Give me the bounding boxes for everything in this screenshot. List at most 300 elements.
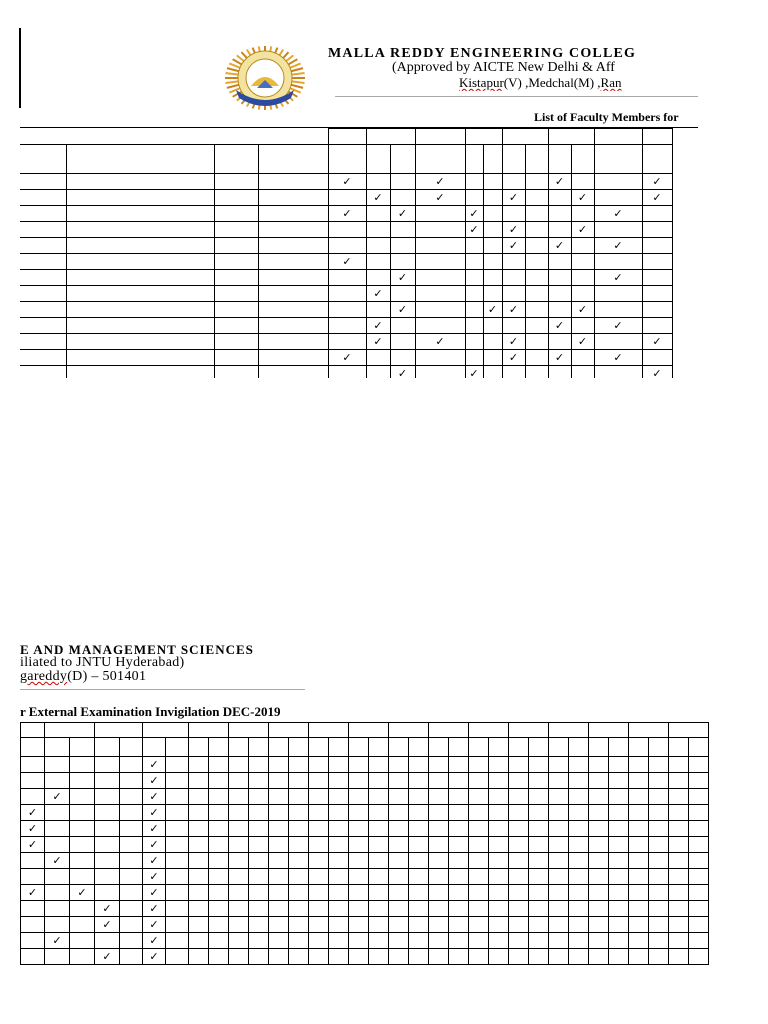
empty-cell	[390, 285, 415, 301]
empty-cell	[166, 917, 189, 933]
branch	[214, 237, 258, 253]
empty-cell	[525, 349, 548, 365]
empty-cell	[389, 869, 409, 885]
empty-cell	[249, 869, 269, 885]
branch	[214, 349, 258, 365]
empty-cell	[689, 869, 709, 885]
date-header	[629, 723, 669, 738]
empty-cell	[349, 949, 369, 965]
checkmark-cell: ✓	[571, 301, 594, 317]
empty-cell	[689, 917, 709, 933]
session-header	[429, 738, 449, 757]
empty-cell	[509, 773, 529, 789]
faculty-row	[20, 221, 672, 237]
empty-cell	[469, 757, 489, 773]
empty-cell	[483, 285, 502, 301]
faculty-row	[20, 285, 672, 301]
empty-cell	[548, 301, 571, 317]
empty-cell	[689, 837, 709, 853]
empty-cell	[189, 949, 209, 965]
empty-cell	[21, 901, 45, 917]
empty-cell	[390, 253, 415, 269]
checkmark-cell: ✓	[366, 317, 390, 333]
empty-cell	[366, 301, 390, 317]
empty-cell	[21, 917, 45, 933]
empty-cell	[329, 837, 349, 853]
empty-cell	[489, 885, 509, 901]
empty-cell	[369, 837, 389, 853]
empty-cell	[390, 189, 415, 205]
session-header	[571, 144, 594, 173]
checkmark-cell: ✓	[70, 885, 95, 901]
empty-cell	[166, 757, 189, 773]
session-header	[525, 144, 548, 173]
checkmark-cell: ✓	[21, 805, 45, 821]
date-header-row	[21, 723, 709, 738]
empty-cell	[166, 773, 189, 789]
empty-cell	[349, 901, 369, 917]
empty-cell	[569, 789, 589, 805]
empty-cell	[594, 333, 642, 349]
empty-cell	[669, 821, 689, 837]
empty-cell	[21, 853, 45, 869]
session-header	[229, 738, 249, 757]
empty-cell	[594, 285, 642, 301]
empty-cell	[120, 821, 143, 837]
empty-cell	[569, 885, 589, 901]
date-header	[669, 723, 709, 738]
empty-cell	[309, 853, 329, 869]
checkmark-cell: ✓	[95, 949, 120, 965]
faculty-name	[66, 349, 214, 365]
empty-cell	[609, 885, 629, 901]
empty-cell	[609, 805, 629, 821]
empty-cell	[594, 253, 642, 269]
empty-cell	[549, 885, 569, 901]
session-header	[269, 738, 289, 757]
serial-number	[20, 269, 66, 285]
session-header	[189, 738, 209, 757]
empty-cell	[569, 757, 589, 773]
date-header	[509, 723, 549, 738]
empty-cell	[309, 949, 329, 965]
empty-cell	[289, 773, 309, 789]
empty-cell	[45, 805, 70, 821]
empty-cell	[166, 869, 189, 885]
empty-cell	[489, 837, 509, 853]
session-header	[209, 738, 229, 757]
college-logo	[219, 38, 311, 110]
empty-cell	[629, 837, 649, 853]
session-header	[669, 738, 689, 757]
empty-cell	[415, 301, 465, 317]
empty-cell	[70, 933, 95, 949]
empty-cell	[449, 821, 469, 837]
empty-cell	[525, 173, 548, 189]
empty-cell	[649, 853, 669, 869]
empty-cell	[549, 901, 569, 917]
empty-cell	[409, 901, 429, 917]
branch	[214, 253, 258, 269]
empty-cell	[483, 269, 502, 285]
empty-cell	[609, 949, 629, 965]
empty-cell	[509, 789, 529, 805]
empty-cell	[189, 773, 209, 789]
empty-cell	[329, 885, 349, 901]
empty-cell	[642, 205, 672, 221]
date-header	[309, 723, 349, 738]
address-district: Ran	[600, 75, 622, 90]
empty-cell	[549, 789, 569, 805]
empty-cell	[229, 869, 249, 885]
empty-cell	[95, 933, 120, 949]
empty-cell	[289, 869, 309, 885]
faculty-row	[20, 189, 672, 205]
empty-cell	[120, 869, 143, 885]
empty-cell	[309, 917, 329, 933]
faculty-row	[20, 333, 672, 349]
checkmark-cell: ✓	[502, 333, 525, 349]
checkmark-cell: ✓	[415, 189, 465, 205]
checkmark-cell: ✓	[328, 173, 366, 189]
empty-cell	[209, 933, 229, 949]
address-village: Kistapur	[459, 75, 504, 90]
empty-cell	[502, 269, 525, 285]
checkmark-cell: ✓	[465, 221, 483, 237]
empty-cell	[369, 789, 389, 805]
empty-cell	[389, 837, 409, 853]
faculty-row	[20, 237, 672, 253]
empty-cell	[429, 917, 449, 933]
invigilation-row	[21, 773, 709, 789]
empty-cell	[589, 789, 609, 805]
branch	[214, 205, 258, 221]
empty-cell	[349, 885, 369, 901]
empty-cell	[483, 237, 502, 253]
empty-cell	[366, 237, 390, 253]
empty-cell	[349, 821, 369, 837]
empty-cell	[229, 789, 249, 805]
empty-cell	[389, 933, 409, 949]
checkmark-cell: ✓	[502, 221, 525, 237]
invigilation-row	[21, 757, 709, 773]
checkmark-cell: ✓	[328, 205, 366, 221]
session-header	[390, 144, 415, 173]
empty-cell	[571, 317, 594, 333]
session-header	[289, 738, 309, 757]
empty-cell	[669, 853, 689, 869]
empty-cell	[594, 301, 642, 317]
empty-cell	[571, 365, 594, 378]
empty-cell	[415, 253, 465, 269]
date-header	[189, 723, 229, 738]
empty-cell	[209, 885, 229, 901]
checkmark-cell: ✓	[21, 885, 45, 901]
empty-cell	[649, 773, 669, 789]
empty-cell	[525, 269, 548, 285]
empty-cell	[548, 365, 571, 378]
empty-cell	[409, 885, 429, 901]
checkmark-cell: ✓	[415, 333, 465, 349]
empty-cell	[465, 317, 483, 333]
empty-cell	[469, 805, 489, 821]
empty-cell	[465, 333, 483, 349]
checkmark-cell: ✓	[143, 933, 166, 949]
empty-cell	[415, 317, 465, 333]
phone-number	[258, 285, 328, 301]
session-header	[366, 144, 390, 173]
date-header	[589, 723, 629, 738]
empty-cell	[429, 901, 449, 917]
empty-cell	[70, 949, 95, 965]
name-header	[66, 144, 214, 173]
empty-cell	[649, 901, 669, 917]
checkmark-cell: ✓	[548, 317, 571, 333]
date-header	[328, 129, 366, 145]
empty-cell	[609, 837, 629, 853]
empty-cell	[609, 789, 629, 805]
faculty-name	[66, 253, 214, 269]
empty-cell	[429, 869, 449, 885]
checkmark-cell: ✓	[571, 189, 594, 205]
checkmark-cell: ✓	[95, 917, 120, 933]
invigilation-row	[21, 933, 709, 949]
date-header	[502, 129, 548, 145]
empty-cell	[689, 949, 709, 965]
invigilation-row	[21, 853, 709, 869]
empty-cell	[689, 805, 709, 821]
empty-cell	[369, 805, 389, 821]
empty-cell	[669, 933, 689, 949]
branch	[214, 285, 258, 301]
empty-cell	[390, 173, 415, 189]
empty-cell	[483, 189, 502, 205]
empty-cell	[45, 757, 70, 773]
empty-cell	[189, 757, 209, 773]
empty-cell	[209, 901, 229, 917]
empty-cell	[329, 805, 349, 821]
empty-cell	[689, 789, 709, 805]
empty-cell	[329, 933, 349, 949]
empty-cell	[21, 933, 45, 949]
empty-cell	[689, 901, 709, 917]
empty-cell	[289, 949, 309, 965]
empty-cell	[409, 789, 429, 805]
session-header	[629, 738, 649, 757]
empty-cell	[483, 221, 502, 237]
empty-cell	[449, 885, 469, 901]
empty-cell	[649, 933, 669, 949]
session-header	[449, 738, 469, 757]
empty-cell	[269, 821, 289, 837]
session-header	[594, 144, 642, 173]
empty-cell	[249, 901, 269, 917]
empty-cell	[669, 789, 689, 805]
empty-cell	[509, 933, 529, 949]
empty-cell	[549, 805, 569, 821]
serial-number	[20, 237, 66, 253]
empty-cell	[329, 789, 349, 805]
empty-cell	[549, 933, 569, 949]
empty-cell	[415, 205, 465, 221]
checkmark-cell: ✓	[642, 365, 672, 378]
empty-cell	[525, 221, 548, 237]
empty-cell	[166, 837, 189, 853]
empty-cell	[189, 837, 209, 853]
empty-cell	[289, 789, 309, 805]
date-header	[465, 129, 502, 145]
empty-cell	[489, 805, 509, 821]
phone-number	[258, 317, 328, 333]
empty-cell	[229, 821, 249, 837]
empty-cell	[229, 837, 249, 853]
session-header	[415, 144, 465, 173]
empty-cell	[429, 933, 449, 949]
empty-cell	[120, 757, 143, 773]
phone-number	[258, 237, 328, 253]
empty-cell	[449, 917, 469, 933]
empty-cell	[669, 837, 689, 853]
empty-cell	[569, 869, 589, 885]
session-header	[502, 144, 525, 173]
empty-cell	[328, 237, 366, 253]
empty-cell	[629, 821, 649, 837]
checkmark-cell: ✓	[143, 789, 166, 805]
empty-cell	[629, 901, 649, 917]
session-header	[95, 738, 120, 757]
empty-cell	[289, 917, 309, 933]
empty-cell	[309, 773, 329, 789]
empty-cell	[229, 949, 249, 965]
invigilation-row	[21, 901, 709, 917]
empty-cell	[45, 773, 70, 789]
empty-cell	[489, 949, 509, 965]
checkmark-cell: ✓	[143, 805, 166, 821]
empty-cell	[609, 869, 629, 885]
empty-cell	[249, 757, 269, 773]
empty-cell	[465, 173, 483, 189]
serial-number	[20, 285, 66, 301]
empty-cell	[390, 221, 415, 237]
empty-cell	[669, 917, 689, 933]
empty-cell	[120, 885, 143, 901]
empty-cell	[589, 885, 609, 901]
empty-cell	[70, 853, 95, 869]
empty-cell	[95, 789, 120, 805]
checkmark-cell: ✓	[548, 349, 571, 365]
empty-cell	[289, 853, 309, 869]
empty-cell	[269, 805, 289, 821]
empty-cell	[209, 821, 229, 837]
empty-cell	[509, 805, 529, 821]
empty-cell	[525, 205, 548, 221]
empty-cell	[70, 837, 95, 853]
empty-cell	[669, 901, 689, 917]
empty-cell	[349, 853, 369, 869]
empty-cell	[369, 901, 389, 917]
empty-cell	[469, 837, 489, 853]
empty-cell	[449, 901, 469, 917]
checkmark-cell: ✓	[328, 253, 366, 269]
footer-divider	[20, 689, 305, 690]
date-header	[349, 723, 389, 738]
empty-cell	[549, 837, 569, 853]
empty-cell	[589, 773, 609, 789]
empty-cell	[483, 333, 502, 349]
empty-cell	[449, 773, 469, 789]
empty-cell	[549, 949, 569, 965]
invigilation-row	[21, 949, 709, 965]
empty-cell	[569, 805, 589, 821]
phone-number	[258, 221, 328, 237]
empty-cell	[369, 917, 389, 933]
empty-cell	[529, 869, 549, 885]
faculty-name	[66, 333, 214, 349]
faculty-table	[20, 128, 673, 378]
phone-number	[258, 349, 328, 365]
empty-cell	[390, 317, 415, 333]
column-header-row	[20, 144, 672, 173]
empty-cell	[483, 365, 502, 378]
checkmark-cell: ✓	[328, 349, 366, 365]
empty-cell	[120, 837, 143, 853]
empty-cell	[469, 773, 489, 789]
empty-cell	[589, 805, 609, 821]
empty-cell	[328, 285, 366, 301]
session-header	[143, 738, 166, 757]
empty-cell	[629, 789, 649, 805]
date-header	[415, 129, 465, 145]
empty-cell	[189, 853, 209, 869]
empty-cell	[389, 757, 409, 773]
empty-cell	[465, 301, 483, 317]
faculty-row	[20, 269, 672, 285]
empty-cell	[229, 933, 249, 949]
empty-cell	[529, 917, 549, 933]
checkmark-cell: ✓	[502, 301, 525, 317]
empty-cell	[389, 805, 409, 821]
empty-cell	[369, 821, 389, 837]
checkmark-cell: ✓	[45, 933, 70, 949]
empty-cell	[269, 853, 289, 869]
empty-cell	[549, 773, 569, 789]
session-header	[649, 738, 669, 757]
empty-cell	[166, 821, 189, 837]
faculty-name	[66, 269, 214, 285]
empty-cell	[349, 789, 369, 805]
empty-cell	[465, 237, 483, 253]
empty-cell	[366, 173, 390, 189]
checkmark-cell: ✓	[594, 317, 642, 333]
empty-cell	[589, 933, 609, 949]
empty-cell	[549, 853, 569, 869]
empty-cell	[449, 869, 469, 885]
empty-cell	[329, 757, 349, 773]
empty-cell	[328, 301, 366, 317]
empty-cell	[70, 869, 95, 885]
empty-cell	[649, 917, 669, 933]
session-header	[249, 738, 269, 757]
session-header	[549, 738, 569, 757]
empty-cell	[689, 773, 709, 789]
empty-cell	[45, 837, 70, 853]
empty-cell	[269, 773, 289, 789]
empty-cell	[649, 837, 669, 853]
invigilation-table-container	[20, 722, 715, 974]
empty-cell	[349, 837, 369, 853]
empty-cell	[429, 805, 449, 821]
empty-cell	[21, 949, 45, 965]
